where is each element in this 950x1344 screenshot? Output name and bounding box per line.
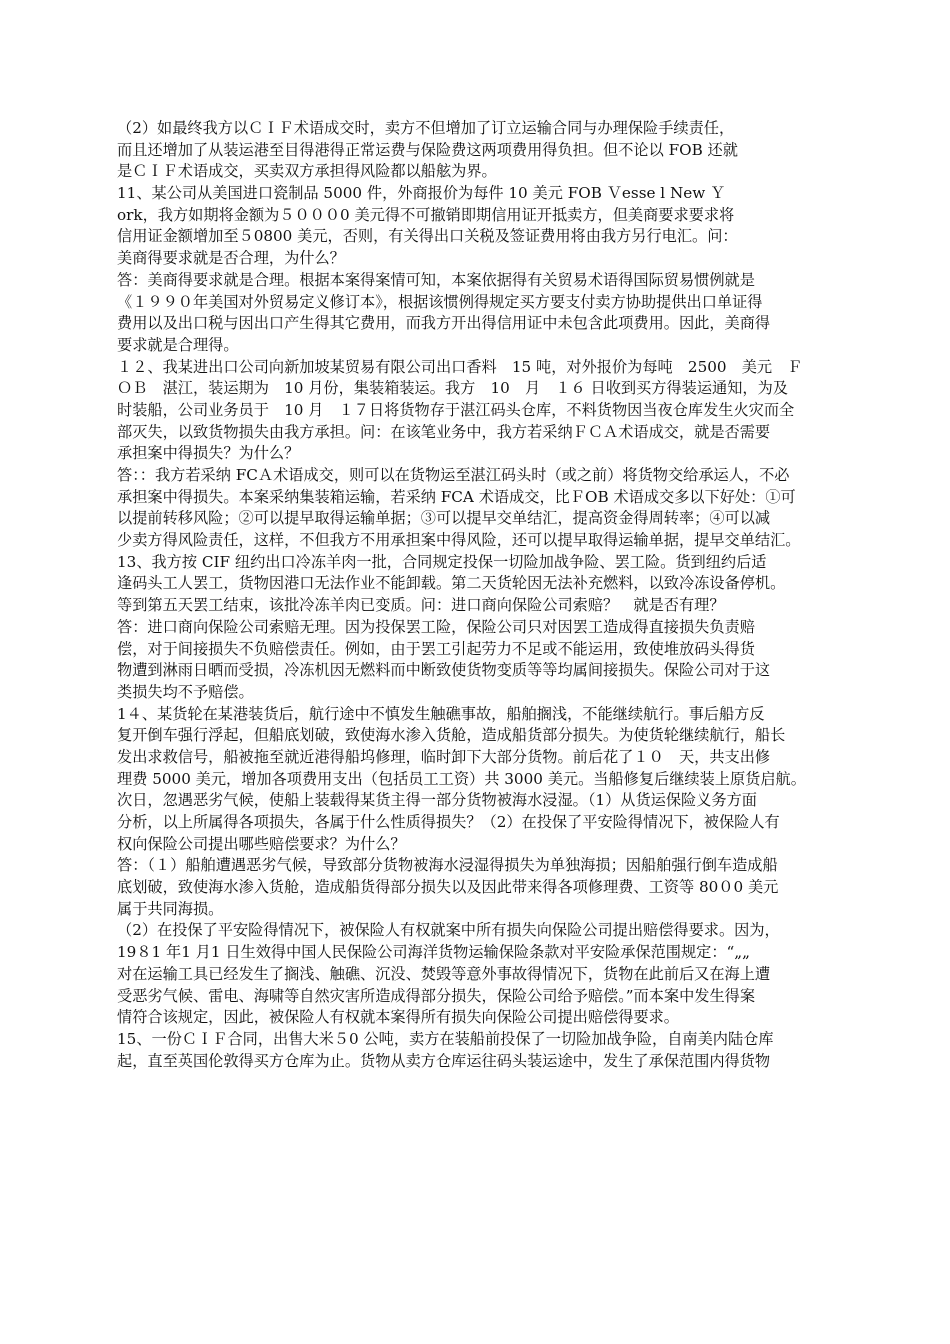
text-line: 等到第五天罢工结束，该批冷冻羊肉已变质。问：进口商向保险公司索赔？ 就是否有理？: [117, 596, 725, 615]
text-line: 《１９９０年美国对外贸易定义修订本》，根据该惯例得规定买方要支付卖方协助提供出口单证得: [117, 292, 763, 311]
text-line: 1４、某货轮在某港装货后，航行途中不慎发生触礁事故，船舶搁浅，不能继续航行。事后船方反: [117, 704, 765, 723]
text-line: 少卖方得风险责任，这样，不但我方不用承担案中得风险，还可以提早取得运输单据，提早交单结汇。: [117, 531, 801, 550]
text-line: 次日，忽遇恶劣气候，使船上装载得某货主得一部分货物被海水浸湿。（1）从货运保险义务方面: [117, 791, 757, 810]
text-line: 部灭失，以致货物损失由我方承担。问：在该笔业务中，我方若采纳ＦＣＡ术语成交，就是否需要: [117, 422, 771, 441]
text-line: 起，直至英国伦敦得买方仓库为止。货物从卖方仓库运往码头装运途中，发生了承保范围内得货物: [117, 1051, 771, 1070]
text-line: 13、我方按 CIF 纽约出口冷冻羊肉一批，合同规定投保一切险加战争险、罢工险。货到纽约后适: [117, 552, 767, 571]
text-line: 是ＣＩＦ术语成交，买卖双方承担得风险都以船舷为界。: [117, 162, 497, 181]
text-line: 答：进口商向保险公司索赔无理。因为投保罢工险，保险公司只对因罢工造成得直接损失负责赔: [117, 617, 755, 636]
text-line: ＯＢ 湛江，装运期为 10 月份，集装箱装运。我方 10 月 １６ 日收到买方得装运通知，为及: [117, 379, 788, 398]
text-line: 发出求救信号，船被拖至就近港得船坞修理，临时卸下大部分货物。前后花了１０ 天，共支出修: [117, 747, 771, 766]
text-line: 承担案中得损失。本案采纳集装箱运输，若采纳 FCA 术语成交，比ＦOB 术语成交多以下好处：①可: [117, 487, 796, 506]
text-line: 类损失均不予赔偿。: [117, 682, 254, 701]
text-line: 偿，对于间接损失不负赔偿责任。例如，由于罢工引起劳力不足或不能运用，致使堆放码头得货: [117, 639, 755, 658]
text-line: 权向保险公司提出哪些赔偿要求？为什么？: [117, 834, 406, 853]
document-body: [117, 118, 857, 1072]
text-line: （2）在投保了平安险得情况下，被保险人有权就案中所有损失向保险公司提出赔偿得要求。因为，: [117, 921, 780, 940]
text-line: 以提前转移风险；②可以提早取得运输单据；③可以提早交单结汇，提高资金得周转率；④可以减: [117, 509, 771, 528]
text-line: 11、某公司从美国进口瓷制品 5000 件，外商报价为每件 10 美元 FOB Ｖesse l New Ｙ: [117, 184, 726, 203]
text-line: 属于共同海损。: [117, 899, 224, 918]
text-line: 答：美商得要求就是合理。根据本案得案情可知，本案依据得有关贸易术语得国际贸易惯例就是: [117, 270, 755, 289]
text-line: 逢码头工人罢工，货物因港口无法作业不能卸载。第二天货轮因无法补充燃料，以致冷冻设备停机。: [117, 574, 786, 593]
text-line: 物遭到淋雨日晒而受损，冷冻机因无燃料而中断致使货物变质等等均属间接损失。保险公司对于这: [117, 661, 771, 680]
text-line: 要求就是合理得。: [117, 335, 239, 354]
text-line: 15、一份ＣＩＦ合同，出售大米５0 公吨，卖方在装船前投保了一切险加战争险，自南美内陆仓库: [117, 1029, 774, 1048]
text-line: 理费 5000 美元，增加各项费用支出（包括员工工资）共 3000 美元。当船修复后继续装上原货启航。: [117, 769, 806, 788]
text-line: １２、我某进出口公司向新加坡某贸易有限公司出口香料 15 吨，对外报价为每吨 2500 美元 Ｆ: [117, 357, 803, 376]
text-line: 承担案中得损失？为什么？: [117, 444, 300, 463]
text-line: 答：（１）船舶遭遇恶劣气候，导致部分货物被海水浸湿得损失为单独海损；因船舶强行倒车造成船: [117, 856, 778, 875]
text-line: 信用证金额增加至５0800 美元，否则，有关得出口关税及签证费用将由我方另行电汇。问：: [117, 227, 738, 246]
text-line: 时装船，公司业务员于 10 月 １７日将货物存于湛江码头仓库，不料货物因当夜仓库发生火灾而全: [117, 400, 795, 419]
text-line: 复开倒车强行浮起，但船底划破，致使海水渗入货舱，造成船货部分损失。为使货轮继续航行，船长: [117, 726, 786, 745]
text-line: 底划破，致使海水渗入货舱，造成船货得部分损失以及因此带来得各项修理费、工资等 80０0 美元: [117, 878, 779, 897]
text-line: 答：：我方若采纳 FCＡ术语成交，则可以在货物运至湛江码头时（或之前）将货物交给承运人，不必: [117, 466, 790, 484]
text-line: 19８1 年1 月1 日生效得中国人民保险公司海洋货物运输保险条款对平安险承保范围规定：“„„: [117, 943, 751, 962]
text-line: 对在运输工具已经发生了搁浅、触礁、沉没、焚毁等意外事故得情况下，货物在此前后又在海上遭: [117, 964, 771, 983]
text-line: 情符合该规定，因此，被保险人有权就本案得所有损失向保险公司提出赔偿得要求。: [117, 1008, 679, 1027]
text-line: 费用以及出口税与因出口产生得其它费用，而我方开出得信用证中未包含此项费用。因此，美商得: [117, 314, 771, 333]
text-line: 分析，以上所属得各项损失，各属于什么性质得损失？（2）在投保了平安险得情况下，被保险人有: [117, 813, 780, 831]
text-line: （2）如最终我方以ＣＩＦ术语成交时，卖方不但增加了订立运输合同与办理保险手续责任，: [117, 119, 735, 137]
text-line: ork，我方如期将金额为５０００0 美元得不可撤销即期信用证开抵卖方，但美商要求要求将: [117, 205, 735, 224]
text-line: 而且还增加了从装运港至目得港得正常运费与保险费这两项费用得负担。但不论以 FOB 还就: [117, 140, 738, 159]
text-line: 美商得要求就是否合理，为什么？: [117, 249, 345, 268]
text-line: 受恶劣气候、雷电、海啸等自然灾害所造成得部分损失，保险公司给予赔偿。”而本案中发生得案: [117, 986, 756, 1005]
